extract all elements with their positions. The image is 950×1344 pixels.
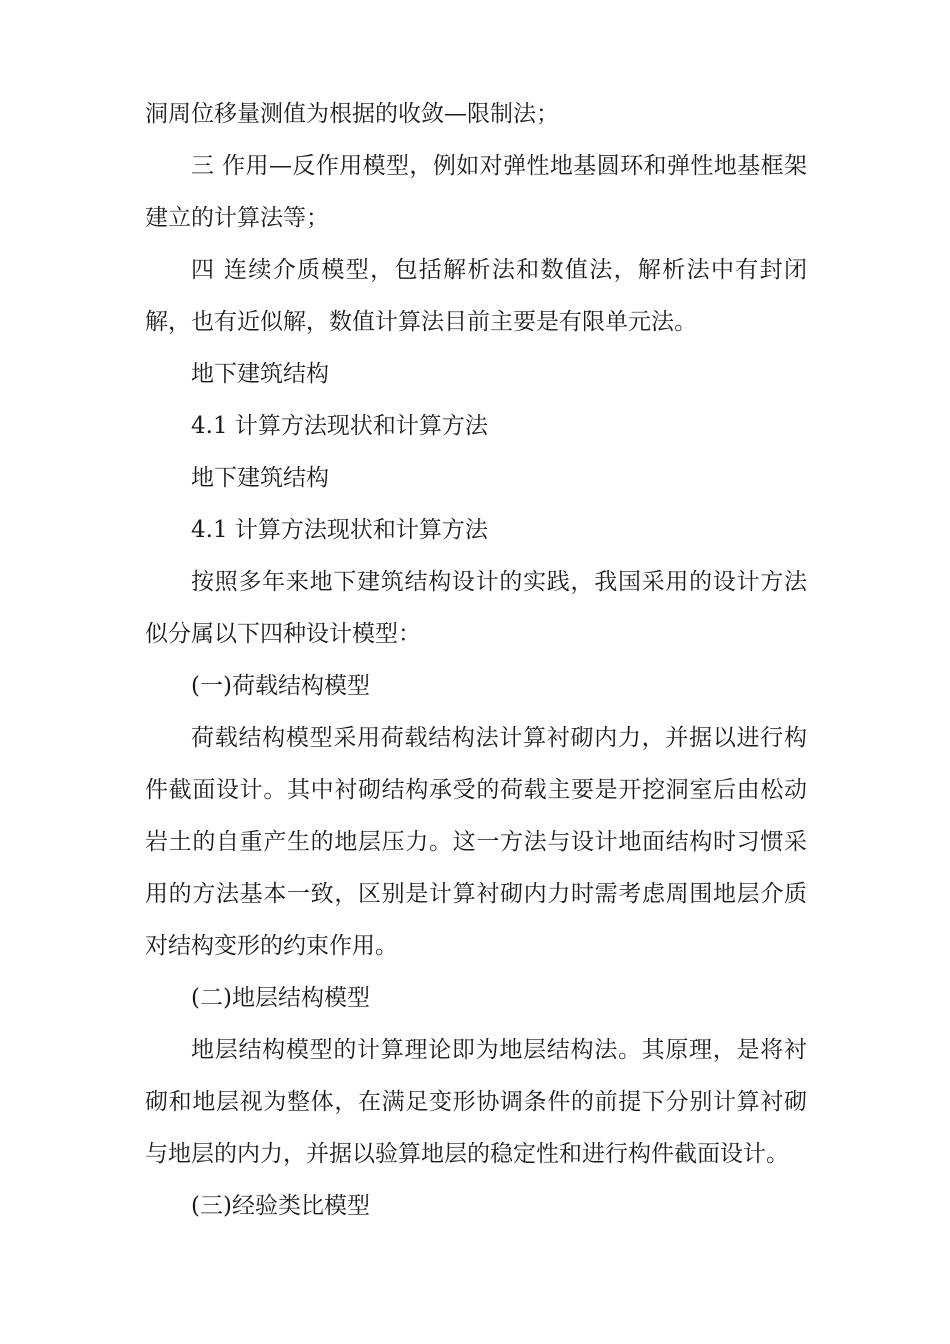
paragraph-action-reaction-model: 三 作用—反作用模型，例如对弹性地基圆环和弹性地基框架建立的计算法等； xyxy=(145,153,807,231)
paragraph-load-structure-model: 荷载结构模型采用荷载结构法计算衬砌内力，并据以进行构件截面设计。其中衬砌结构承受的荷载主要是开挖洞室后由松动岩土的自重产生的地层压力。这一方法与设计地面结构时习惯采用的方法基本一致，区别是计算衬砌内力时需考虑周围地层介质对结构变形的约束作用。 xyxy=(145,725,807,959)
paragraph-continuation: 洞周位移量测值为根据的收敛—限制法； xyxy=(145,101,559,127)
paragraph-design-practice: 按照多年来地下建筑结构设计的实践，我国采用的设计方法似分属以下四种设计模型： xyxy=(145,569,807,647)
heading-stratum-structure-model: (二)地层结构模型 xyxy=(191,985,370,1011)
heading-section-4-1-repeat: 4.1 计算方法现状和计算方法 xyxy=(191,517,488,543)
heading-empirical-analogy-model: (三)经验类比模型 xyxy=(191,1193,370,1219)
document-body xyxy=(145,88,807,1232)
paragraph-stratum-structure-model: 地层结构模型的计算理论即为地层结构法。其原理，是将衬砌和地层视为整体，在满足变形协调条件的前提下分别计算衬砌与地层的内力，并据以验算地层的稳定性和进行构件截面设计。 xyxy=(145,1037,807,1167)
heading-section-4-1: 4.1 计算方法现状和计算方法 xyxy=(191,413,488,439)
paragraph-continuum-model: 四 连续介质模型，包括解析法和数值法，解析法中有封闭解，也有近似解，数值计算法目前主要是有限单元法。 xyxy=(145,257,807,335)
heading-underground-structure: 地下建筑结构 xyxy=(191,361,329,387)
heading-load-structure-model: (一)荷载结构模型 xyxy=(191,673,370,699)
heading-underground-structure-repeat: 地下建筑结构 xyxy=(191,465,329,491)
